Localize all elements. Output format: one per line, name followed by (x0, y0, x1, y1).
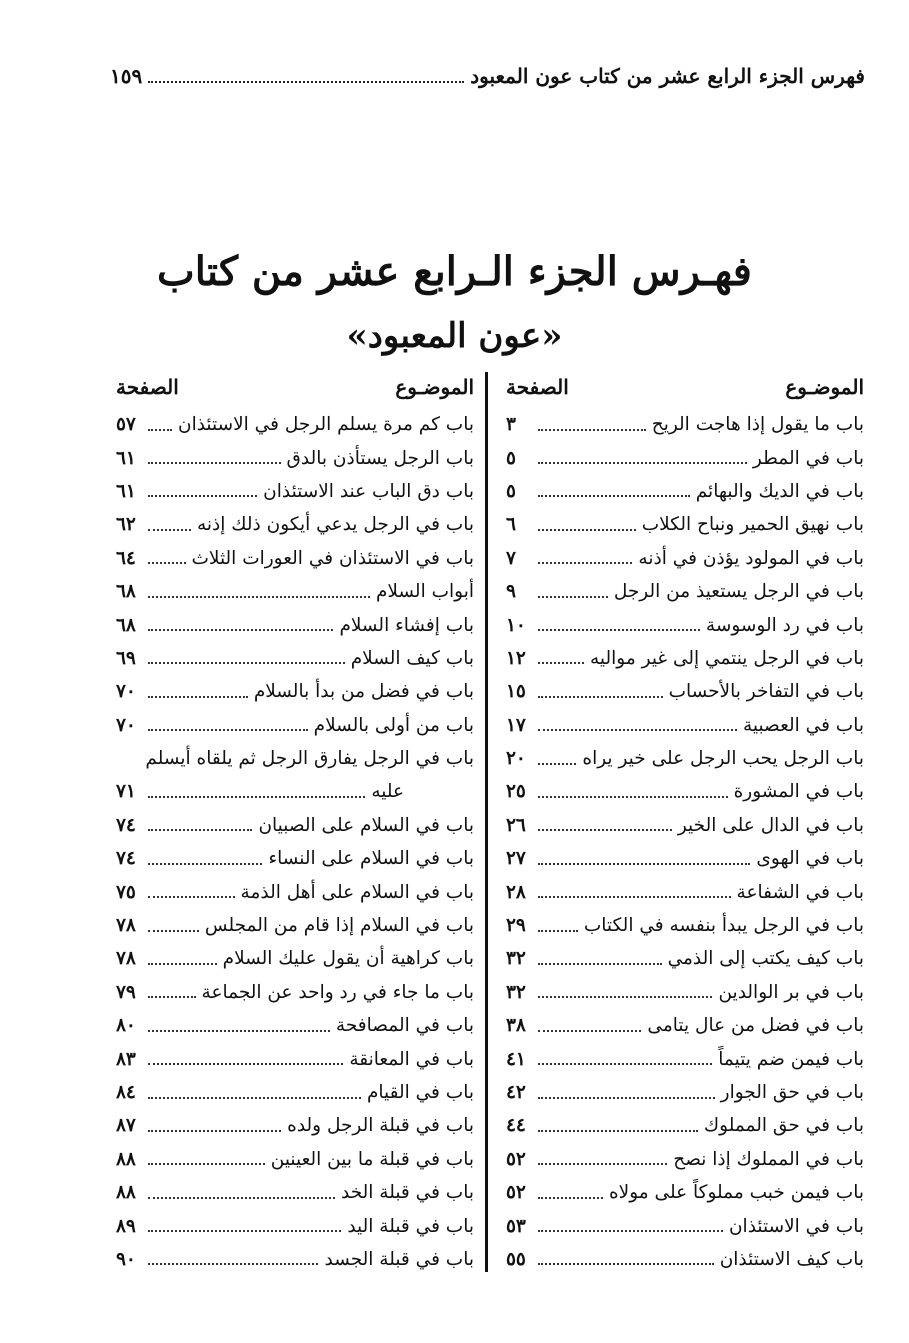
entry-title: باب في المعانقة (349, 1048, 474, 1070)
entry-page: ٤٢ (506, 1082, 526, 1103)
entry-title: باب في المشورة (733, 781, 864, 803)
leader-dots (148, 596, 370, 598)
index-entry (116, 642, 474, 675)
leader-dots (148, 429, 172, 431)
leader-dots (538, 629, 700, 631)
index-entry (506, 1042, 864, 1075)
subject-heading: الموضـوع (785, 375, 864, 399)
index-entry (116, 742, 474, 775)
leader-dots (148, 1163, 265, 1165)
entry-title: باب في حق الجوار (720, 1082, 864, 1103)
leader-dots (148, 696, 248, 698)
entry-page: ٤٤ (506, 1115, 526, 1137)
entry-title: باب في رد الوسوسة (705, 614, 864, 636)
leader-dots (148, 1063, 343, 1065)
index-entry (116, 1143, 474, 1176)
index-entry (506, 775, 864, 808)
entry-title: باب كم مرة يسلم الرجل في الاستئذان (178, 414, 474, 436)
entry-page: ٧٠ (116, 714, 136, 736)
index-entry (116, 1209, 474, 1242)
entry-title: باب في السلام على الصبيان (258, 814, 474, 836)
leader-dots (538, 896, 731, 898)
entry-title: باب في الشفاعة (736, 881, 864, 903)
index-entry (116, 875, 474, 908)
entry-title: باب في الهوى (756, 848, 864, 870)
entry-title: باب إفشاء السلام (339, 614, 474, 636)
entry-title: باب في بر الوالدين (718, 981, 864, 1003)
leader-dots (148, 1130, 281, 1132)
index-entry (506, 542, 864, 575)
entry-page: ٧٩ (116, 981, 136, 1003)
entry-page: ٢٦ (506, 814, 526, 836)
leader-dots (148, 896, 235, 898)
running-title: فهرس الجزء الرابع عشر من كتاب عون المعبود (470, 64, 865, 88)
leader-dots (538, 930, 578, 932)
entry-page: ٥٣ (506, 1215, 526, 1237)
entry-page: ٦٨ (116, 581, 136, 603)
index-entry (506, 1076, 864, 1109)
index-entry (506, 608, 864, 641)
entry-title: باب في الاستئذان في العورات الثلاث (191, 547, 474, 569)
index-entry (116, 475, 474, 508)
index-entry (116, 542, 474, 575)
index-entry (116, 809, 474, 842)
leader-dots (148, 863, 262, 865)
leader-dots (148, 1197, 335, 1199)
entry-page: ٦١ (116, 447, 136, 469)
leader-dots (148, 1030, 330, 1032)
index-entry (116, 575, 474, 608)
leader-dots (538, 863, 750, 865)
entry-page: ٨٨ (116, 1182, 136, 1204)
index-entry (506, 875, 864, 908)
entry-page: ١٠ (506, 614, 526, 636)
entry-page: ٥٢ (506, 1148, 526, 1170)
entry-title: أبواب السلام (375, 581, 474, 603)
page-heading: الصفحة (506, 375, 569, 399)
entry-page: ٧٠ (116, 681, 136, 703)
entry-title: باب ما يقول إذا هاجت الريح (651, 414, 864, 436)
leader-dots (148, 963, 217, 965)
entry-page: ٧٤ (116, 848, 136, 870)
leader-dots (148, 729, 308, 731)
entry-page: ٧٨ (116, 915, 136, 937)
index-entry (116, 909, 474, 942)
entry-title: باب في قبلة ما بين العينين (270, 1148, 474, 1170)
index-entry (506, 575, 864, 608)
entry-title: باب فيمن ضم يتيماً (718, 1048, 864, 1070)
leader-dots (538, 763, 576, 765)
entry-page: ٢٨ (506, 881, 526, 903)
entry-page: ٣٢ (506, 981, 526, 1003)
index-entry (116, 942, 474, 975)
index-entry (116, 1076, 474, 1109)
index-entry (506, 1209, 864, 1242)
entry-title: باب دق الباب عند الاستئذان (263, 480, 474, 502)
entry-page: ٨٧ (116, 1115, 136, 1137)
index-entry (116, 775, 474, 808)
leader-dots (538, 996, 712, 998)
index-entry (116, 842, 474, 875)
leader-dots (538, 829, 672, 831)
index-entry (506, 842, 864, 875)
entry-title: باب في فضل من عال يتامى (647, 1015, 864, 1037)
entry-page: ٦ (506, 514, 516, 536)
leader-dots (538, 662, 584, 664)
entry-title: باب في الرجل يستعيذ من الرجل (613, 581, 864, 603)
entry-title: باب في قبلة الخد (340, 1182, 474, 1204)
entry-page: ٧١ (116, 781, 136, 803)
entry-page: ٦٩ (116, 647, 136, 669)
entry-page: ٥٢ (506, 1182, 526, 1204)
entry-page: ٤١ (506, 1048, 526, 1070)
index-entry (116, 976, 474, 1009)
leader-dots (148, 996, 196, 998)
leader-dots (538, 963, 662, 965)
index-entry (506, 1009, 864, 1042)
leader-dots (148, 495, 257, 497)
entry-title: باب في حق المملوك (703, 1115, 864, 1137)
entry-title: باب في قبلة الجسد (324, 1248, 474, 1270)
entry-title: باب في الدال على الخير (677, 814, 864, 836)
entry-title: باب كيف السلام (350, 647, 474, 669)
leader-dots (538, 429, 646, 431)
leader-dots (538, 1263, 714, 1265)
entry-title: باب في المطر (752, 447, 864, 469)
entry-title: باب في القيام (366, 1082, 474, 1103)
leader-dots (148, 930, 199, 932)
entry-title: باب في السلام على النساء (268, 848, 474, 870)
index-entry (506, 942, 864, 975)
index-entry (116, 1243, 474, 1276)
entry-page: ٨٩ (116, 1215, 136, 1237)
leader-dots (538, 1130, 698, 1132)
leader-dots (148, 662, 345, 664)
entry-page: ٦٤ (116, 547, 136, 569)
index-entry (116, 1109, 474, 1142)
entry-page: ٥ (506, 447, 516, 469)
index-entry (506, 642, 864, 675)
index-entry (116, 1009, 474, 1042)
index-entry (116, 508, 474, 541)
leader-dots (148, 529, 191, 531)
right-column-header (506, 370, 864, 404)
entry-page: ٨٠ (116, 1015, 136, 1037)
entry-page: ٢٩ (506, 915, 526, 937)
entry-page: ٧٥ (116, 881, 136, 903)
leader-dots (538, 1197, 603, 1199)
entry-page: ٨٣ (116, 1048, 136, 1070)
entry-page: ٧٤ (116, 814, 136, 836)
leader-dots (148, 1263, 318, 1265)
index-entry (116, 1042, 474, 1075)
leader-dots (148, 796, 365, 798)
entry-page: ٢٥ (506, 781, 526, 803)
entry-title: باب في الرجل يدعي أيكون ذلك إذنه (196, 514, 474, 536)
column-divider (485, 372, 488, 1272)
entry-title: باب في قبلة اليد (347, 1215, 474, 1237)
leader-dots (538, 596, 608, 598)
leader-dots (148, 829, 252, 831)
entry-title: باب في الرجل ينتمي إلى غير مواليه (589, 647, 864, 669)
index-entry (506, 909, 864, 942)
entry-title: باب ما جاء في رد واحد عن الجماعة (201, 981, 474, 1003)
right-column-entries (506, 408, 864, 1276)
entry-title: باب فيمن خبب مملوكاً على مولاه (608, 1182, 864, 1204)
index-entry (506, 1243, 864, 1276)
index-entry (506, 508, 864, 541)
leader-dots (538, 1097, 715, 1099)
entry-title: باب في الاستئذان (728, 1215, 864, 1237)
entry-page: ١٧ (506, 714, 526, 736)
leader-dots (538, 1063, 712, 1065)
entry-title: باب في التفاخر بالأحساب (668, 681, 864, 703)
entry-title: باب في المولود يؤذن في أذنه (638, 547, 864, 569)
entry-title: باب في العصبية (742, 714, 864, 736)
entry-title: باب في الرجل يفارق الرجل ثم يلقاه أيسلم (145, 748, 474, 770)
subject-heading: الموضـوع (395, 375, 474, 399)
entry-page: ١٥ (506, 681, 526, 703)
index-entry (506, 675, 864, 708)
leader-dots (148, 462, 281, 464)
entry-title: باب كيف الاستئذان (719, 1248, 864, 1270)
entry-page: ٧ (506, 547, 516, 569)
entry-title: باب في الرجل يبدأ بنفسه في الكتاب (583, 915, 864, 937)
entry-page: ٣٢ (506, 948, 526, 970)
header-leader-dots (148, 81, 464, 83)
entry-title: باب في الديك والبهائم (695, 480, 864, 502)
leader-dots (148, 629, 333, 631)
index-entry (506, 709, 864, 742)
entry-page: ٢٠ (506, 748, 526, 770)
index-entry (506, 1109, 864, 1142)
index-entry (116, 1176, 474, 1209)
index-entry (116, 408, 474, 441)
entry-title: باب الرجل يستأذن بالدق (286, 447, 474, 469)
leader-dots (538, 1030, 641, 1032)
leader-dots (538, 796, 728, 798)
entry-page: ٣ (506, 414, 516, 436)
leader-dots (148, 1097, 361, 1099)
entry-title: عليه (371, 781, 404, 803)
index-entry (506, 475, 864, 508)
index-title: فهـرس الجزء الـرابع عشر من كتاب (157, 248, 752, 295)
entry-title: باب في المصافحة (335, 1015, 474, 1037)
leader-dots (538, 529, 636, 531)
entry-page: ٥٥ (506, 1248, 526, 1270)
leader-dots (538, 696, 663, 698)
leader-dots (148, 562, 186, 564)
leader-dots (538, 1163, 667, 1165)
entry-page: ٦٢ (116, 514, 136, 536)
entry-title: باب كيف يكتب إلى الذمي (667, 948, 864, 970)
entry-title: باب نهيق الحمير ونباح الكلاب (641, 514, 864, 536)
index-entry (506, 1176, 864, 1209)
entry-page: ١٢ (506, 647, 526, 669)
index-entry (506, 976, 864, 1009)
entry-title: باب الرجل يحب الرجل على خير يراه (582, 748, 864, 770)
index-entry (506, 1143, 864, 1176)
index-entry (116, 608, 474, 641)
index-entry (116, 675, 474, 708)
entry-title: باب في السلام على أهل الذمة (240, 881, 474, 903)
entry-title: باب في السلام إذا قام من المجلس (204, 915, 474, 937)
page-number: ١٥٩ (110, 64, 143, 88)
entry-page: ٨٨ (116, 1148, 136, 1170)
page-heading: الصفحة (116, 375, 179, 399)
entry-page: ٥ (506, 480, 516, 502)
left-column-header (116, 370, 474, 404)
index-entry (506, 809, 864, 842)
leader-dots (538, 562, 632, 564)
leader-dots (148, 1230, 341, 1232)
entry-page: ٩٠ (116, 1248, 136, 1270)
entry-page: ٣٨ (506, 1015, 526, 1037)
entry-page: ٥٧ (116, 414, 136, 436)
leader-dots (538, 1230, 723, 1232)
entry-page: ٦١ (116, 480, 136, 502)
index-entry (506, 441, 864, 474)
index-entry (116, 709, 474, 742)
index-entry (506, 742, 864, 775)
index-entry (116, 441, 474, 474)
running-header (110, 56, 865, 96)
leader-dots (538, 729, 737, 731)
entry-page: ٩ (506, 581, 516, 603)
entry-page: ٢٧ (506, 848, 526, 870)
index-entry (506, 408, 864, 441)
entry-title: باب في قبلة الرجل ولده (287, 1115, 474, 1137)
entry-title: باب من أولى بالسلام (313, 714, 474, 736)
entry-page: ٦٨ (116, 614, 136, 636)
entry-page: ٧٨ (116, 948, 136, 970)
leader-dots (538, 495, 690, 497)
entry-title: باب في المملوك إذا نصح (673, 1148, 864, 1170)
leader-dots (538, 462, 747, 464)
entry-page: ٨٤ (116, 1082, 136, 1103)
entry-title: باب في فضل من بدأ بالسلام (253, 681, 474, 703)
entry-title: باب كراهية أن يقول عليك السلام (222, 948, 474, 970)
left-column-entries (116, 408, 474, 1276)
book-title: «عون المعبود» (346, 316, 563, 356)
